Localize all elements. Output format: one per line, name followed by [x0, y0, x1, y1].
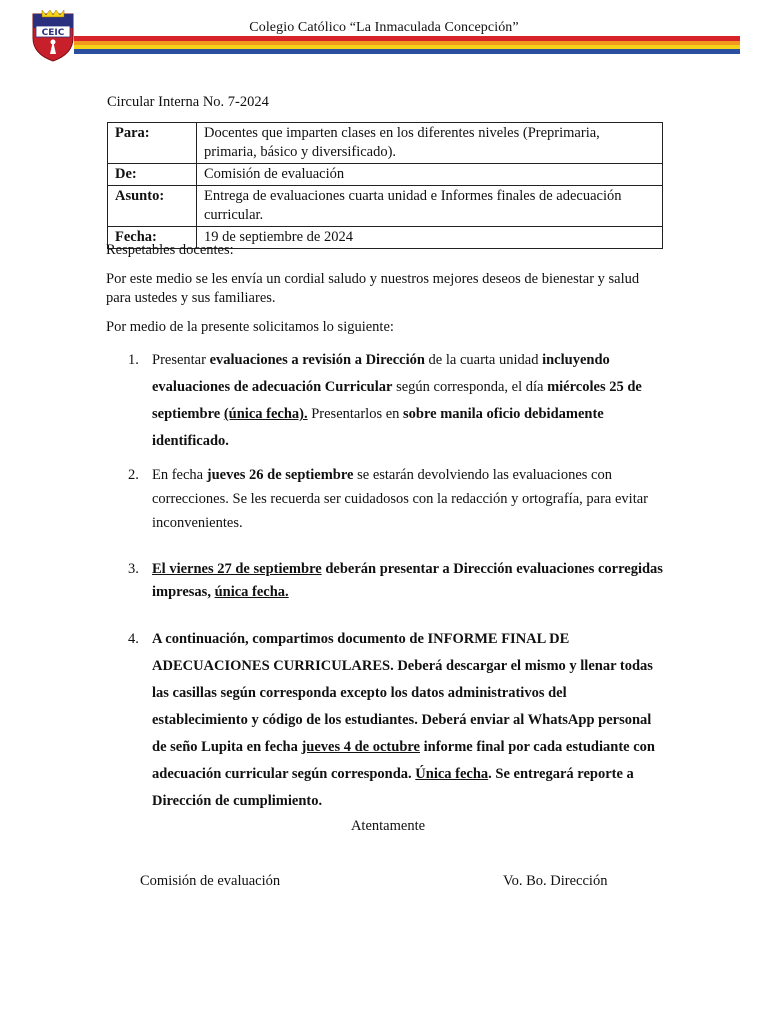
- segment: de la cuarta unidad: [424, 352, 543, 368]
- segment: Presentar: [152, 352, 210, 368]
- value-asunto: Entrega de evaluaciones cuarta unidad e Informes finales de adecuación curricular.: [197, 186, 663, 227]
- list-number: 3.: [128, 561, 139, 577]
- table-row: [108, 186, 663, 227]
- memo-header-table: [107, 122, 663, 249]
- segment: sobre manila oficio debidamente identificado.: [152, 406, 604, 449]
- list-number: 4.: [128, 631, 139, 647]
- signature-left: Comisión de evaluación: [140, 873, 281, 889]
- segment: deberán presentar a Dirección evaluaciones corregidas impresas,: [152, 561, 663, 600]
- label-asunto: Asunto:: [108, 186, 197, 227]
- segment: Única fecha: [415, 766, 489, 782]
- closing: Atentamente: [350, 818, 426, 834]
- value-para: Docentes que imparten clases en los diferentes niveles (Preprimaria, primaria, básico y diversificado).: [197, 123, 663, 164]
- list-item: [106, 558, 666, 604]
- list-number: 1.: [128, 352, 139, 368]
- greeting: Respetables docentes:: [106, 242, 234, 258]
- list-item: [106, 626, 666, 815]
- intro-paragraph: Por este medio se les envía un cordial saludo y nuestros mejores deseos de bienestar y salud para ustedes y sus familiares.: [106, 271, 640, 306]
- segment: única fecha.: [214, 584, 289, 600]
- segment: jueves 26 de septiembre: [206, 467, 354, 483]
- signature-right: Vo. Bo. Dirección: [503, 873, 608, 889]
- segment: miércoles 25 de septiembre: [152, 379, 642, 422]
- segment: incluyendo evaluaciones de adecuación Curricular: [152, 352, 610, 395]
- item-text: [152, 561, 663, 600]
- segment: A continuación, compartimos documento de INFORME FINAL DE ADECUACIONES CURRICULARES. Deberá descargar el mismo y llenar todas las casillas según corresponda excepto los datos administrativos del establecimiento y código de los estudiantes. Deberá enviar al WhatsApp personal de seño Lupita en fecha: [152, 631, 653, 755]
- segment: evaluaciones a revisión a Dirección: [209, 352, 425, 368]
- item-text: [152, 631, 655, 809]
- segment: según corresponda, el día: [392, 379, 548, 395]
- label-para: Para:: [108, 123, 197, 164]
- header-color-stripes: [74, 36, 740, 54]
- label-fecha: Fecha:: [108, 227, 197, 249]
- table-row: [108, 164, 663, 186]
- segment: jueves 4 de octubre: [301, 739, 420, 755]
- request-list: [106, 347, 666, 815]
- segment: En fecha: [152, 467, 207, 483]
- list-item: [106, 463, 666, 535]
- item-text: [152, 352, 642, 449]
- school-name: Colegio Católico “La Inmaculada Concepción”: [249, 20, 519, 35]
- segment: informe final por cada estudiante con adecuación curricular según corresponda.: [152, 739, 655, 782]
- request-intro: Por medio de la presente solicitamos lo siguiente:: [106, 319, 394, 335]
- segment: . Se entregará reporte a Dirección de cumplimiento.: [152, 766, 634, 809]
- segment: El viernes 27 de septiembre: [152, 561, 322, 577]
- value-fecha: 19 de septiembre de 2024: [197, 227, 663, 249]
- table-row: [108, 123, 663, 164]
- list-number: 2.: [128, 467, 139, 483]
- value-de: Comisión de evaluación: [197, 164, 663, 186]
- label-de: De:: [108, 164, 197, 186]
- circular-number: Circular Interna No. 7-2024: [107, 94, 269, 110]
- letter-body: [106, 241, 666, 815]
- item-text: [152, 467, 648, 531]
- logo-text: CEIC: [41, 28, 65, 38]
- segment: Presentarlos en: [307, 406, 404, 422]
- segment: (única fecha).: [223, 406, 308, 422]
- list-item: [106, 347, 666, 455]
- segment: se estarán devolviendo las evaluaciones con correcciones. Se les recuerda ser cuidadosos con la redacción y ortografía, para evitar inconvenientes.: [152, 467, 648, 531]
- stripe-blue: [74, 49, 740, 54]
